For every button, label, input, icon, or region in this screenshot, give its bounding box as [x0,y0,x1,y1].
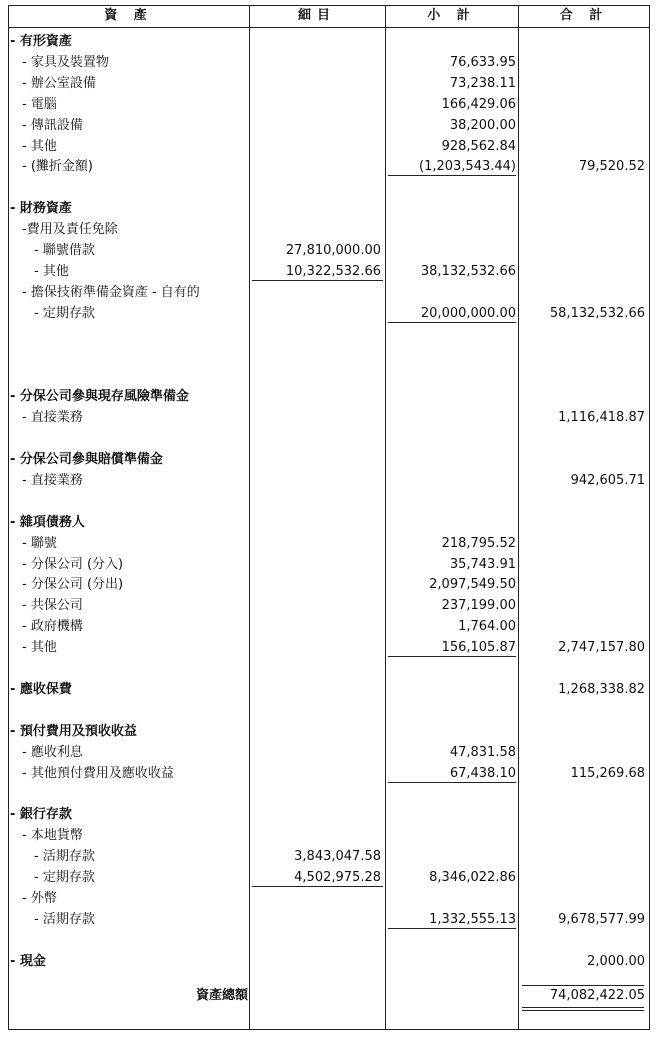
detail-underline [252,886,383,887]
row-label: - 擔保技術準備金資產 - 自有的 [22,284,200,300]
row-label: - 外幣 [22,890,57,906]
row-label: - 其他預付費用及應收收益 [22,765,174,781]
row-label: - 辦公室設備 [22,75,96,91]
table-row [8,930,650,951]
total-value: 115,269.68 [570,765,645,781]
table-row [8,156,650,177]
table-row [8,763,650,784]
table-row [8,804,650,825]
row-label: - 電腦 [22,96,57,112]
table-row [8,595,650,616]
row-label: - 共保公司 [22,598,83,614]
row-label: - 分保公司參與現存風險準備金 [10,389,189,405]
row-label: - 分保公司 (分入) [22,556,124,572]
table-row [8,700,650,721]
table-row [8,470,650,491]
subtotal-value: 67,438.10 [449,765,516,781]
row-label: - 定期存款 [34,305,95,321]
subtotal-underline [388,656,516,657]
row-label: -費用及責任免除 [22,222,118,238]
table-row [8,449,650,470]
row-label: - 直接業務 [22,410,83,426]
total-value: 79,520.52 [578,159,645,175]
subtotal-value: 8,346,022.86 [429,870,516,885]
table-row [8,888,650,909]
subtotal-underline [388,175,516,176]
table-row [8,94,650,115]
row-label: - 聯號借款 [34,243,95,258]
table-row [8,951,650,972]
subtotal-value: 38,200.00 [449,117,516,133]
row-label: - 本地貨幣 [22,828,83,844]
row-label: - 財務資產 [10,201,72,217]
subtotal-underline [388,322,516,323]
table-row [8,52,650,73]
total-value: 1,268,338.82 [558,681,645,697]
total-value: 2,747,157.80 [558,640,645,656]
table-row [8,386,650,407]
table-row [8,345,650,366]
subtotal-underline [388,928,516,929]
row-label: - 銀行存款 [10,807,72,823]
table-row [8,512,650,533]
balance-sheet-assets [8,5,650,1030]
table-row [8,240,650,261]
total-double-rule-1 [522,1007,644,1008]
detail-value: 3,843,047.58 [294,849,381,865]
detail-value: 4,502,975.28 [294,870,381,885]
table-row [8,73,650,94]
header-divider [8,27,650,28]
subtotal-value: 156,105.87 [441,640,516,656]
table-row [8,365,650,386]
table-row [8,554,650,575]
table-row [8,846,650,867]
total-value: 942,605.71 [570,472,645,488]
subtotal-value: 1,764.00 [458,619,516,635]
total-value: 9,678,577.99 [558,911,645,927]
row-label: - 應收保費 [10,681,72,697]
table-row [8,136,650,157]
row-label: - 定期存款 [34,870,95,885]
row-label: - 政府機構 [22,619,83,635]
subtotal-value: 35,743.91 [449,556,516,572]
row-label: - 雜項債務人 [10,514,85,530]
table-row [8,909,650,930]
subtotal-value: 47,831.58 [449,744,516,760]
row-label: - 分保公司參與賠償準備金 [10,452,163,467]
row-label: - 預付費用及預收收益 [10,723,137,739]
total-value: 1,116,418.87 [558,410,645,426]
subtotal-value: 166,429.06 [441,96,516,112]
row-label: - 分保公司 (分出) [22,577,124,593]
subtotal-value: 20,000,000.00 [420,305,516,321]
table-row [8,574,650,595]
table-row [8,324,650,345]
row-label: - 聯號 [22,535,57,551]
detail-underline [252,280,383,281]
table-row [8,658,650,679]
row-label: - 家具及裝置物 [22,54,109,70]
total-row [8,985,650,1006]
row-label: - 現金 [10,953,46,969]
table-row [8,867,650,888]
row-label: - 有形資產 [10,34,72,49]
bottom-border [8,1029,650,1030]
subtotal-value: 2,097,549.50 [429,577,516,593]
subtotal-value: 218,795.52 [441,535,516,551]
row-label: - 應收利息 [22,744,83,760]
table-row [8,31,650,52]
total-value: 58,132,532.66 [549,305,645,321]
table-row [8,115,650,136]
row-label: - (攤折金額) [22,159,93,175]
table-row [8,177,650,198]
detail-value: 27,810,000.00 [285,243,381,258]
table-row [8,533,650,554]
subtotal-value: 73,238.11 [449,75,516,91]
table-row [8,261,650,282]
row-label: - 其他 [22,138,57,154]
table-row [8,303,650,324]
row-label: - 活期存款 [34,849,95,865]
total-top-rule [522,985,644,986]
header-detail: 細目 [297,8,336,23]
table-row [8,428,650,449]
table-row [8,407,650,428]
table-row [8,282,650,303]
table-row [8,219,650,240]
table-row [8,491,650,512]
table-row [8,616,650,637]
table-row [8,637,650,658]
header-subtotal: 小 計 [427,8,476,23]
row-label: - 直接業務 [22,472,83,488]
subtotal-value: 38,132,532.66 [420,263,516,279]
table-row [8,825,650,846]
subtotal-value: (1,203,543.44) [419,159,516,175]
table-row [8,721,650,742]
header-assets: 資 產 [104,8,153,23]
header-total: 合 計 [559,8,609,23]
total-label: 資產總額 [195,988,248,1003]
table-row [8,198,650,219]
subtotal-value: 237,199.00 [441,598,516,614]
table-row [8,783,650,804]
subtotal-value: 928,562.84 [441,138,516,154]
subtotal-value: 1,332,555.13 [429,911,516,927]
subtotal-underline [388,782,516,783]
total-double-rule-2 [522,1010,644,1011]
row-label: - 活期存款 [34,911,95,927]
total-value: 74,082,422.05 [549,988,645,1003]
table-row [8,742,650,763]
total-value: 2,000.00 [587,953,645,969]
row-label: - 傳訊設備 [22,117,83,133]
subtotal-value: 76,633.95 [449,54,516,70]
table-row [8,679,650,700]
top-border [8,5,650,6]
detail-value: 10,322,532.66 [285,263,381,279]
row-label: - 其他 [34,263,69,279]
row-label: - 其他 [22,640,57,656]
